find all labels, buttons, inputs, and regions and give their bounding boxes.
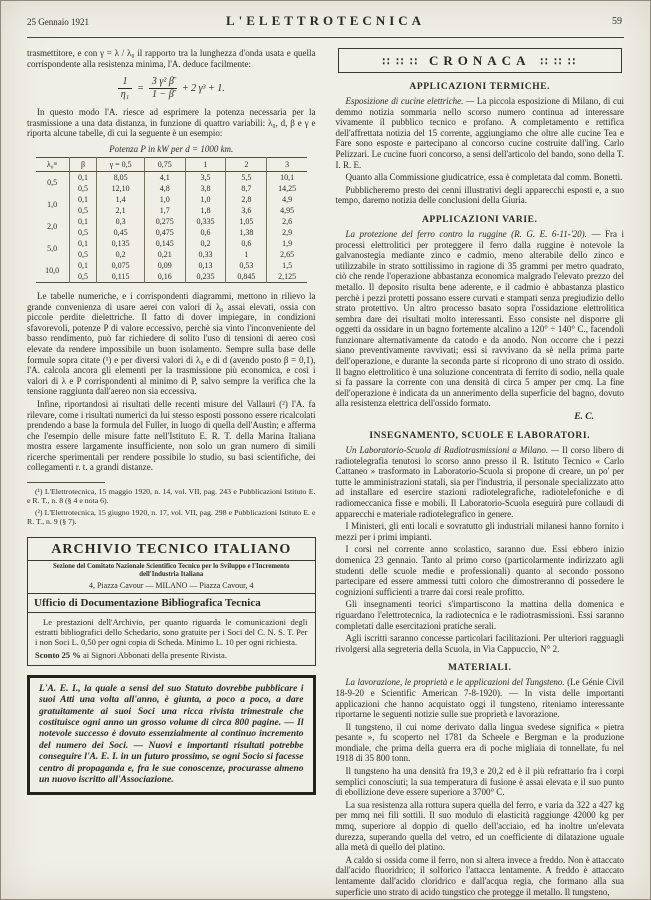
footnote-rule [27, 482, 105, 483]
paragraph: Il tungsteno, il cui nome derivato dalla lingua svedese significa « pietra pesante », fu scoperto nel 1781 da Scheele e Bergman e la produzione mondiale, che prima della guerra era di poche migliaia di tonnellate, fu nel 1918 di 35 800 tonn. [335, 721, 624, 764]
table-cell-value: 8,7 [226, 183, 267, 194]
table-cell-value: 0,135 [97, 238, 144, 249]
table-cell-value: 1,05 [226, 216, 267, 227]
two-column-layout [27, 48, 624, 899]
article-protezione-ferro [336, 229, 625, 409]
article-lead: La protezione del ferro contro la ruggine (R. G. E. 6-11-'20). [345, 228, 587, 239]
table-cell-value: 4,9 [267, 194, 307, 205]
article-lead: La lavorazione, le proprietà e le applicazioni del Tungsteno. [345, 677, 565, 688]
table-row [36, 216, 307, 227]
table-cell-beta: 0,1 [69, 171, 97, 183]
table-cell-value: 1,5 [267, 260, 307, 271]
formula-lhs-fraction [118, 76, 132, 100]
table-cell-value: 1 [226, 249, 267, 260]
table-row [36, 205, 307, 216]
paragraph: Il tungsteno ha una densità fra 19,3 e 20,2 ed è il più refrattario fra i corpi semplici conosciuti; la sua temperatura di fusione è assai elevata e il suo punto di ebollizione deve essere superiore a 3700° C. [335, 766, 624, 798]
table-cell-value: 0,845 [226, 271, 267, 283]
table-cell-value: 4,95 [267, 205, 307, 216]
table-cell-value: 0,475 [144, 227, 185, 238]
archivio-address: 4, Piazza Cavour — MILANO — Piazza Cavour, 4 [88, 580, 254, 590]
table-column-header: 0,75 [144, 157, 185, 171]
table-column-header: λ₀ᵐ [36, 157, 69, 171]
table-row [36, 238, 307, 249]
article-text: — Fra i processi elettrolitici per proteggere il ferro dalla ruggine è notevole la galvanostegia mediante zinco e cadmio, meno alterabile dello zinco e utilizzabile in strato sottilissimo in ragione di 35 grammi per metro quadrato, ciò che rende l'operazione abbastanza economica malgrado l'elevato prezzo del metallo. Il deposito risulta bene aderente, e il cadmio è abbastanza plastico perchè i pezzi protetti possano essere curvati e stampati senza pregiudizio dello strato protettivo. Un altro processo basato sopra l'ossidazione elettrolitica sembra dare dei risultati molto interessanti. Esso consiste nel disporre gli oggetti da ossidare in un bagno fortemente alcalino a 120° ÷ 140° C., facendoli funzionare alternativamente da catodo e da anodo. Non occorre che i pezzi siano preventivamente ravvivati; essi si ravvivano da sè nella prima parte dell'operazione, e durante la seconda parte si ricoprono di uno strato di ossido. Il bagno elettrolitico è una soluzione concentrata di ferrito di sodio, nella quale si fa passare la corrente con una densità di circa 5 amper per cmq. La fine dell'operazione è indicata da un annerimento della superficie del bagno, dovuto alla resistenza elettrica dell'ossido formato. [335, 228, 625, 409]
section-heading-materiali: MATERIALI. [447, 663, 512, 674]
table-cell-value: 0,235 [185, 271, 226, 283]
archivio-office-heading: Ufficio di Documentazione Bibliografica Tecnica [28, 593, 315, 613]
journal-title: L'ELETTROTECNICA [225, 13, 426, 28]
article-laboratorio-scuola [336, 445, 625, 519]
table-cell-value: 0,45 [97, 227, 144, 238]
table-cell-value: 10,1 [267, 171, 307, 183]
table-cell-value: 4,8 [144, 183, 185, 194]
article-text: La piccola esposizione di Milano, di cui demmo notizia sommaria nello scorso numero continua ad interessare vivamente il pubblico tecnico e profano. A completamento e rettifica dell'affrettata notizia del 15 corrente, aggiungiamo che oltre alle cucine Tea e Fare sono esposte e partecipano al concorso cucine costruite dall'ing. Carlo Pelizzari. Le cucine fuori concorso, a sensi dell'articolo del bando, sono della T. I. R. E. [335, 96, 624, 170]
table-row [36, 271, 307, 283]
formula-equals: = [137, 82, 144, 94]
cronaca-ornament-left: ∷ ∷ ∷ [382, 55, 420, 68]
paragraph: La sua resistenza alla rottura supera quella del ferro, e varia da 322 a 427 kg per mmq nei fili sottili. Il suo modulo di elasticità raggiunge 42000 kg per mmq, superiore al doppio di quello dell'acciaio, ed ha inoltre un'elevata durezza, superando quella del vetro, ed un coefficiente di dilatazione uguale alla metà di quello del platino. [335, 799, 624, 853]
footnote: (¹) L'Elettrotecnica, 15 maggio 1920, n. 14, vol. VII, pag. 243 e Pubblicazioni Istituto E. e R. T., n. 8 (§ 4 e nota 6). [27, 487, 316, 506]
table-cell-value: 3,5 [185, 171, 226, 183]
table-cell-value: 1,38 [226, 227, 267, 238]
table-cell-value: 1,4 [97, 194, 144, 205]
cronaca-header-box [338, 48, 623, 73]
table-cell-value: 8,05 [97, 171, 144, 183]
formula-tail: + 2 γ³ + 1. [181, 82, 225, 94]
table-column-header: β [69, 157, 97, 171]
article-cucine-elettriche [336, 96, 625, 170]
table-cell-value: 0,3 [97, 216, 144, 227]
article-lead: Un Laboratorio-Scuola di Radiotrasmissioni a Milano. — [345, 445, 560, 456]
table-row [36, 260, 307, 271]
table-cell-lambda: 5,0 [47, 244, 58, 254]
table-cell-value: 0,33 [185, 249, 226, 260]
archivio-discount-rest: ai Signori Abbonati della presente Rivista. [80, 649, 227, 660]
formula-denominator: η₁ [120, 88, 130, 100]
formula-denominator: 1 − β̄ [152, 88, 174, 100]
archivio-title: ARCHIVIO TECNICO ITALIANO [51, 541, 292, 557]
power-table-header-row [36, 157, 307, 171]
table-column-header: 2 [226, 157, 267, 171]
table-cell-beta: 0,1 [69, 238, 97, 249]
table-cell-value: 1,0 [144, 194, 185, 205]
issue-date: 25 Gennaio 1921 [27, 17, 89, 27]
table-column-header: 3 [267, 157, 307, 171]
aei-notice-text: L'A. E. I., la quale a sensi del suo Statuto dovrebbe pubblicare i suoi Atti una volta all'anno, è giunta, a poco a poco, a dare gratuitamente ai suoi Soci una ricca rivista trimestrale che costituisce ogni anno un grosso volume di circa 800 pagine. — Il notevole successo è dovuto essenzialmente al continuo incremento del numero dei Soci. — Nuovi e importanti risultati potrebbe conseguire l'A. E. I. in un futuro prossimo, se ogni Socio si facesse centro di propaganda e, fra le sue conoscenze, procurasse almeno un nuovo iscritto all'Associazione. [39, 683, 304, 785]
paragraph-method: In questo modo l'A. riesce ad esprimere la potenza necessaria per la trasmissione a una data distanza, in funzione di quattro variabili: λ₀, d, β e γ e riporta alcune tabelle, di cui la seguente è un esempio: [27, 107, 316, 139]
table-cell-value: 0,6 [185, 227, 226, 238]
article-tungsteno [336, 677, 625, 719]
table-cell-lambda: 1,0 [47, 200, 58, 210]
table-cell-value: 3,6 [226, 205, 267, 216]
table-cell-value: 0,53 [226, 260, 267, 271]
table-cell-value: 0,2 [185, 238, 226, 249]
article-text: (Le Génie Civil 18-9-20 e Scientific American 7-8-1920). — In vista delle importanti applicazioni che hanno acquistato oggi il tungsteno, riteniamo interessante riportarne le seguenti notizie sulle sue proprietà e lavorazione. [335, 677, 625, 720]
paragraph: Gli insegnamenti teorici s'impartiscono la mattina della domenica e riguardano l'elettrotecnica, la radiotecnica e le radiotrasmissioni. Essi saranno completati dalle esercitazioni pratiche serali. [335, 599, 624, 631]
table-cell-beta: 0,1 [69, 216, 97, 227]
masthead [27, 13, 624, 33]
efficiency-formula [27, 76, 316, 100]
table-cell-value: 2,1 [97, 205, 144, 216]
aei-notice-box [27, 675, 316, 796]
cronaca-ornament-right: ∷ ∷ ∷ [540, 55, 577, 68]
archivio-discount-line [28, 649, 315, 665]
table-cell-lambda: 2,0 [47, 222, 58, 232]
table-cell-beta: 0,5 [69, 271, 97, 283]
paragraph: A caldo si ossida come il ferro, non si altera invece a freddo. Non è attaccato dall'acido fluoridrico; il solforico l'attacca lentamente. A freddo è attaccato lentamente dall'acido cloridrico e dall'acqua regia, che formano alla sua superficie uno strato di acido tungstico che protegge il metallo. Il tungsteno, [335, 854, 624, 897]
paragraph: Agli iscritti saranno concesse particolari facilitazioni. Per ulteriori ragguagli rivolgersi alla segreteria della Scuola, in Via Cappuccio, N° 2. [335, 633, 624, 654]
paragraph: I Ministeri, gli enti locali e sovratutto gli industriali milanesi hanno fornito i mezzi per i primi impianti. [335, 521, 624, 542]
paragraph: Pubblicheremo presto dei cenni illustrativi degli apparecchi esposti e, a suo tempo, daremo notizia delle conclusioni della Giuria. [335, 184, 624, 206]
table-cell-value: 0,075 [97, 260, 144, 271]
author-initials: E. C. [574, 412, 594, 423]
table-cell-value: 2,6 [267, 216, 307, 227]
table-row [36, 194, 307, 205]
section-heading-insegnamento: INSEGNAMENTO, SCUOLE E LABORATORI. [369, 431, 591, 442]
archivio-subtitle: Sezione del Comitato Nazionale Scientifico Tecnico per lo Sviluppo e l'Incremento dell'Industria Italiana [28, 560, 315, 580]
table-cell-value: 12,10 [97, 183, 144, 194]
table-row [36, 183, 307, 194]
table-cell-value: 0,21 [144, 249, 185, 260]
table-cell-value: 4,1 [144, 171, 185, 183]
table-cell-beta: 0,5 [69, 183, 97, 194]
formula-numerator: 1 [118, 76, 132, 89]
table-cell-value: 1,9 [267, 238, 307, 249]
table-cell-value: 0,115 [97, 271, 144, 283]
right-column [336, 48, 625, 899]
table-cell-value: 0,275 [144, 216, 185, 227]
table-cell-lambda: 0,5 [47, 178, 58, 188]
table-cell-value: 0,13 [185, 260, 226, 271]
table-cell-value: 0,335 [185, 216, 226, 227]
archivio-body-text: Le prestazioni dell'Archivio, per quanto riguarda le comunicazioni degli estratti bibliografici dello Schedario, sono gratuite per i Soci del C. N. S. T. Per i non Soci L. 0,50 per ogni copia di Scheda. Minimo L. 10 per ogni richiesta. [35, 616, 308, 647]
table-cell-beta: 0,1 [69, 260, 97, 271]
power-table-body [36, 171, 307, 282]
continued-paragraph: trasmettitore, e con γ = λ / λ₀ il rapporto tra la lunghezza d'onda usata e quella corrispondente alla resistenza minima, l'A. deduce facilmente: [27, 48, 316, 69]
table-cell-value: 0,09 [144, 260, 185, 271]
table-cell-value: 1,8 [185, 205, 226, 216]
paragraph: I corsi nel corrente anno scolastico, saranno due. Essi ebbero inizio domenica 23 gennaio. Tanto al primo corso (particolarmente indirizzato agli studenti delle scuole medie e professionali) quanto al secondo possono partecipare ed essere ammessi tutti coloro che dimostreranno di possedere le cognizioni sufficienti a trarre dai corsi reale profitto. [335, 544, 624, 597]
power-table [36, 157, 307, 283]
section-heading-applicazioni-termiche: APPLICAZIONI TERMICHE. [409, 82, 551, 92]
table-cell-value: 1,0 [185, 194, 226, 205]
footnote: (²) L'Elettrotecnica, 15 giugno 1920, n. 17, vol. VII, pag. 298 e Pubblicazioni Istituto E. e R. T., n. 9 (§ 7). [27, 507, 316, 527]
table-cell-value: 1,7 [144, 205, 185, 216]
table-row [36, 249, 307, 260]
table-row [36, 227, 307, 238]
article-lead: Esposizione di cucine elettriche. — [345, 96, 475, 106]
section-heading-applicazioni-varie: APPLICAZIONI VARIE. [421, 214, 538, 225]
table-cell-beta: 0,5 [69, 249, 97, 260]
table-cell-value: 2,9 [267, 227, 307, 238]
table-cell-beta: 0,5 [69, 205, 97, 216]
article-text: Il corso libero di radiotelegrafia tenutosi lo scorso anno presso il R. Istituto Tecnico « Carlo Cattaneo » trasformato in Laboratorio-Scuola si propone di creare, un po' per tutte le amministrazioni statali, sia per l'industria, il personale specializzato atto ad installare ed esercire stazioni radiotelegrafiche, radiotelefoniche e di radiomeccanica fisse e mobili. Il Laboratorio-Scuola eseguirà pure collaudi di apparecchi e materiale radiotelegrafico in genere. [335, 445, 624, 519]
table-cell-value: 0,6 [226, 238, 267, 249]
table-cell-value: 14,25 [267, 183, 307, 194]
archivio-discount-bold: Sconto 25 % [35, 649, 81, 660]
table-column-header: γ = 0,5 [97, 157, 144, 171]
table-cell-value: 0,16 [144, 271, 185, 283]
table-caption: Potenza P in kW per d = 1000 km. [109, 143, 234, 154]
table-cell-lambda: 10,0 [45, 266, 60, 276]
table-cell-value: 3,8 [185, 183, 226, 194]
table-cell-value: 2,65 [267, 249, 307, 260]
power-table-head [36, 157, 307, 171]
paragraph-tables-comment: Le tabelle numeriche, e i corrispondenti diagrammi, mettono in rilievo la grande convenienza di usare aerei con valori di λ₀ assai elevati, ossia con piccole perdite dielettriche. Il fatto di dover impiegare, in condizioni sfavorevoli, potenze P di valore eccessivo, perchè sia vinto l'inconveniente del basso rendimento, può far richiedere di solito l'uso di tensioni di aereo così elevate da rendere impossibile un buon isolamento. Sempre sulla base delle formule sopra citate (¹) e per diversi valori di λ₀ e di d (avendo posto β = 0,1), l'A. calcola ancora gli elementi per la trasmissione più economica, e così i valori di λ e P corrispondenti al minimo di P, salvo sempre la verifica che la tensione raggiunta dall'aereo non sia eccessiva. [27, 290, 316, 397]
table-column-header: 1 [185, 157, 226, 171]
table-cell-value: 2,125 [267, 271, 307, 283]
formula-rhs-fraction [149, 76, 177, 100]
paragraph: Quanto alla Commissione giudicatrice, essa è completata dal comm. Bonetti. [345, 172, 623, 183]
header-rule [27, 37, 624, 38]
table-cell-value: 5,5 [226, 171, 267, 183]
formula-numerator: 3 γ² β̄ [149, 76, 177, 89]
table-cell-value: 0,2 [97, 249, 144, 260]
paragraph-vallauri: Infine, riportandosi ai risultati delle recenti misure del Vallauri (²) l'A. fa rilevare, come i risultati numerici da lui stesso esposti possono essere ricalcolati prendendo a base la formula del Fuller, in luogo di quella dell'Austin; e afferma che l'esempio delle misure fatte nell'Istituto E. R. T. della Marina Italiana mostra essere largamente insufficiente, non solo un gran numero di simili ricerche sperimentali per rendere possibile lo studio, su basi scientifiche, dei collegamenti r. t. a grandi distanze. [27, 398, 316, 473]
cronaca-title: CRONACA [429, 53, 531, 68]
table-cell-beta: 0,1 [69, 194, 97, 205]
table-row [36, 171, 307, 183]
table-cell-beta: 0,5 [69, 227, 97, 238]
page-number: 59 [612, 16, 622, 27]
archivio-tecnico-ad-box [27, 537, 316, 666]
left-column [27, 48, 316, 899]
table-cell-value: 2,8 [226, 194, 267, 205]
table-cell-value: 0,145 [144, 238, 185, 249]
